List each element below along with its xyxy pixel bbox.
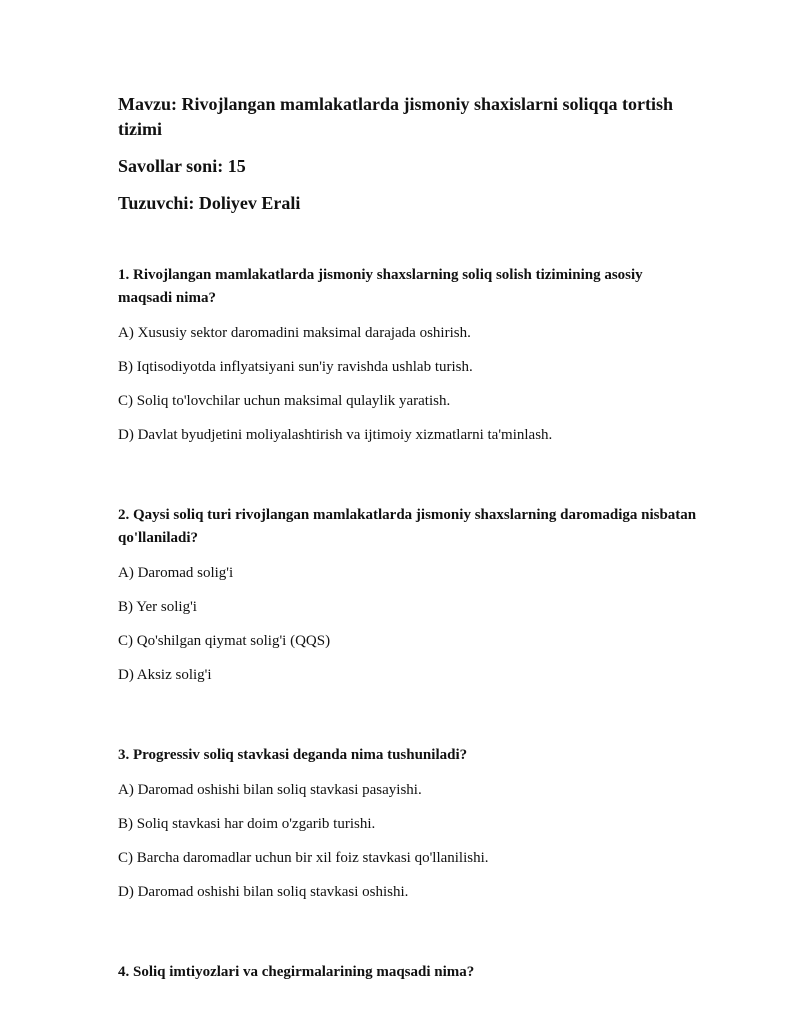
question-count: Savollar soni: 15 xyxy=(118,156,246,176)
answer-option-d: D) Davlat byudjetini moliyalashtirish va ijtimoiy xizmatlarni ta'minlash. xyxy=(118,427,553,443)
question-text: 1. Rivojlangan mamlakatlarda jismoniy shaxslarning soliq solish tizimining asosiy maqsadi nima? xyxy=(118,267,643,306)
answer-option-a: A) Daromad solig'i xyxy=(118,565,234,581)
document-topic: Mavzu: Rivojlangan mamlakatlarda jismoniy shaxislarni soliqqa tortish tizimi xyxy=(118,94,674,139)
question-3 xyxy=(118,744,698,902)
document-author: Tuzuvchi: Doliyev Erali xyxy=(118,193,301,213)
answer-option-c: C) Soliq to'lovchilar uchun maksimal qulaylik yaratish. xyxy=(118,393,451,409)
answer-option-c: C) Qo'shilgan qiymat solig'i (QQS) xyxy=(118,633,331,649)
question-spacer xyxy=(118,459,698,504)
answer-option-c: C) Barcha daromadlar uchun bir xil foiz stavkasi qo'llanilishi. xyxy=(118,850,489,866)
answer-option-b: B) Yer solig'i xyxy=(118,599,197,615)
answer-option-a: A) Daromad oshishi bilan soliq stavkasi pasayishi. xyxy=(118,782,422,798)
question-spacer xyxy=(118,699,698,744)
answer-option-b: B) Soliq stavkasi har doim o'zgarib turishi. xyxy=(118,816,376,832)
document-page xyxy=(118,92,698,997)
answer-option-a: A) Xususiy sektor daromadini maksimal darajada oshirish. xyxy=(118,325,471,341)
answer-option-d: D) Daromad oshishi bilan soliq stavkasi oshishi. xyxy=(118,884,409,900)
question-4 xyxy=(118,961,698,984)
answer-option-b: B) Iqtisodiyotda inflyatsiyani sun'iy ravishda ushlab turish. xyxy=(118,359,473,375)
question-text: 4. Soliq imtiyozlari va chegirmalarining maqsadi nima? xyxy=(118,964,475,980)
question-1 xyxy=(118,264,698,445)
question-text: 2. Qaysi soliq turi rivojlangan mamlakatlarda jismoniy shaxslarning daromadiga nisbatan qo'llaniladi? xyxy=(118,507,697,546)
question-spacer xyxy=(118,916,698,961)
answer-option-d: D) Aksiz solig'i xyxy=(118,667,212,683)
question-2 xyxy=(118,504,698,685)
question-text: 3. Progressiv soliq stavkasi deganda nima tushuniladi? xyxy=(118,747,468,763)
